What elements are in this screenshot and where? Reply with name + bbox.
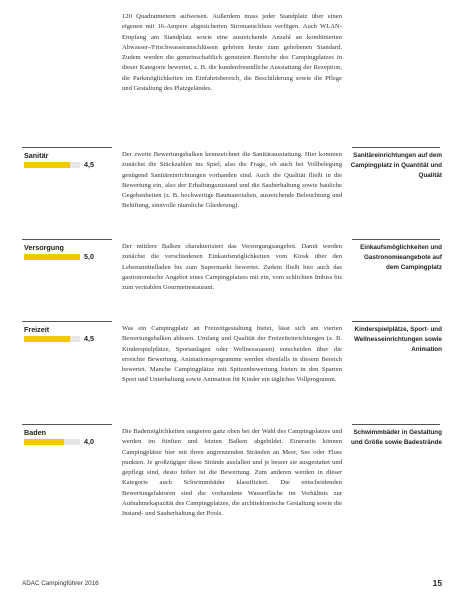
- category-label: Sanitär: [24, 151, 49, 160]
- section-rule-left: [22, 424, 112, 425]
- side-note: Schwimmbäder in Gestaltung und Größe sowie Badestrände: [351, 429, 442, 446]
- section-paragraph: Der zweite Bewertungsbalken kennzeichnet die Sanitärausstattung. Hier kommen zunächst die Stückzahlen ins Spiel, also die Frage, ob auch bei Vollbelegung genügend Sanitäreinrichtungen vorhanden sind. Auch die Qualität fließt in die Bewertung ein, also der Erhaltungszustand und die Sauberhaltung sowie bauliche Gegebenheiten (z. B. hochwertige Baumaterialien, ausreichende Beleuchtung und Belüftung, sinnvolle räumliche Gliederung).: [122, 151, 342, 210]
- page-number: 15: [432, 578, 442, 588]
- category-label: Baden: [24, 428, 46, 437]
- section-paragraph: Was ein Campingplatz an Freizeitgestaltung bietet, lässt sich am vierten Bewertungsbalken ablesen. Umfang und Qualität der Freizeiteinrichtungen (z. B. Kinderspielplätze, Sportanlagen oder Wellnessoasen) entscheiden über die erreichte Bewertung. Animationsprogramme werden ebenfalls in diesem Bereich bewertet. Manche Campingplätze mit Spitzenbewertung bieten in den Sparten Sport und Unterhaltung sowie Animation für Kinder ein tägliches Vollprogramm.: [122, 325, 342, 384]
- section-rule-left: [22, 147, 112, 148]
- section-rule-left: [22, 321, 112, 322]
- rating-score: 5,0: [84, 252, 94, 261]
- section-rule-right: [352, 239, 440, 240]
- footer-publication: ADAC Campingführer 2016: [22, 580, 99, 587]
- side-note: Einkaufsmöglichkeiten und Gastronomieangebote auf dem Campingplatz: [360, 244, 442, 271]
- section-rule-right: [352, 424, 440, 425]
- rating-bar-fill: [24, 336, 70, 342]
- rating-bar-fill: [24, 162, 70, 168]
- side-note: Kinderspielplätze, Sport- und Wellnesseinrichtungen sowie Animation: [353, 326, 442, 353]
- category-label: Freizeit: [24, 325, 50, 334]
- rating-bar: [24, 254, 80, 260]
- section-rule-right: [352, 321, 440, 322]
- rating-bar: [24, 336, 80, 342]
- rating-score: 4,5: [84, 334, 94, 343]
- category-label: Versorgung: [24, 243, 64, 252]
- rating-bar: [24, 439, 80, 445]
- section-paragraph: Die Bademöglichkeiten rangieren ganz oben bei der Wahl des Campingplatzes und werden im fünften und letzten Balken abgebildet. Einerseits können Campingplätze hier mit ihren angrenzenden Stränden an Meer, See oder Fluss punkten. Je großzügiger diese Strände ausfallen und je besser sie ausgestattet und gepflegt sind, desto höher ist die Bewertung. Zum anderen werden in dieser Kategorie auch Schwimmbäder klassifiziert. Die entscheidenden Bewertungsfaktoren sind die vorhandene Wasserfläche im Verhältnis zur Aufnahmekapazität des Campingplatzes, die architektonische Gestaltung sowie die Instand- und Sauberhaltung der Pools.: [122, 428, 342, 517]
- section-paragraph: Der mittlere Balken charakterisiert das Versorgungsangebot. Damit werden zunächst die verschiedenen Einkaufsmöglichkeiten vom Kiosk über den Lebensmittelladen bis zum Supermarkt bewertet. Zudem fließt hier auch das gastronomische Angebot eines Campingplatzes mit ein, vom schlichten Imbiss bis zum veritablen Gourmetrestaurant.: [122, 243, 342, 291]
- section-rule-left: [22, 239, 112, 240]
- section-rule-right: [352, 147, 440, 148]
- side-note: Sanitäreinrichtungen auf dem Campingplatz in Quantität und Qualität: [350, 152, 442, 179]
- rating-bar-fill: [24, 254, 80, 260]
- rating-bar: [24, 162, 80, 168]
- rating-score: 4,0: [84, 437, 94, 446]
- intro-paragraph: 120 Quadratmetern aufweisen. Außerdem muss jeder Standplatz über einen eigenen mit 16-Ampere abgesicherten Stromanschluss verfügen. Auch WLAN-Empfang am Standplatz sowie eine ausreichende Anzahl an kombinierten Abwasser-/Frischwasseranschlüssen gehören heute zum gehobenen Standard. Zudem werden die gemeinschaftlich genutzten Bereiche des Campingplatzes in dieser Kategorie bewertet, z. B. die kundenfreundliche Ausstattung der Rezeption, die Parkmöglichkeiten im Einfahrtsbereich, die Beschilderung sowie die Pflege und Gestaltung des Platzgeländes.: [122, 13, 342, 92]
- rating-score: 4,5: [84, 160, 94, 169]
- rating-bar-fill: [24, 439, 64, 445]
